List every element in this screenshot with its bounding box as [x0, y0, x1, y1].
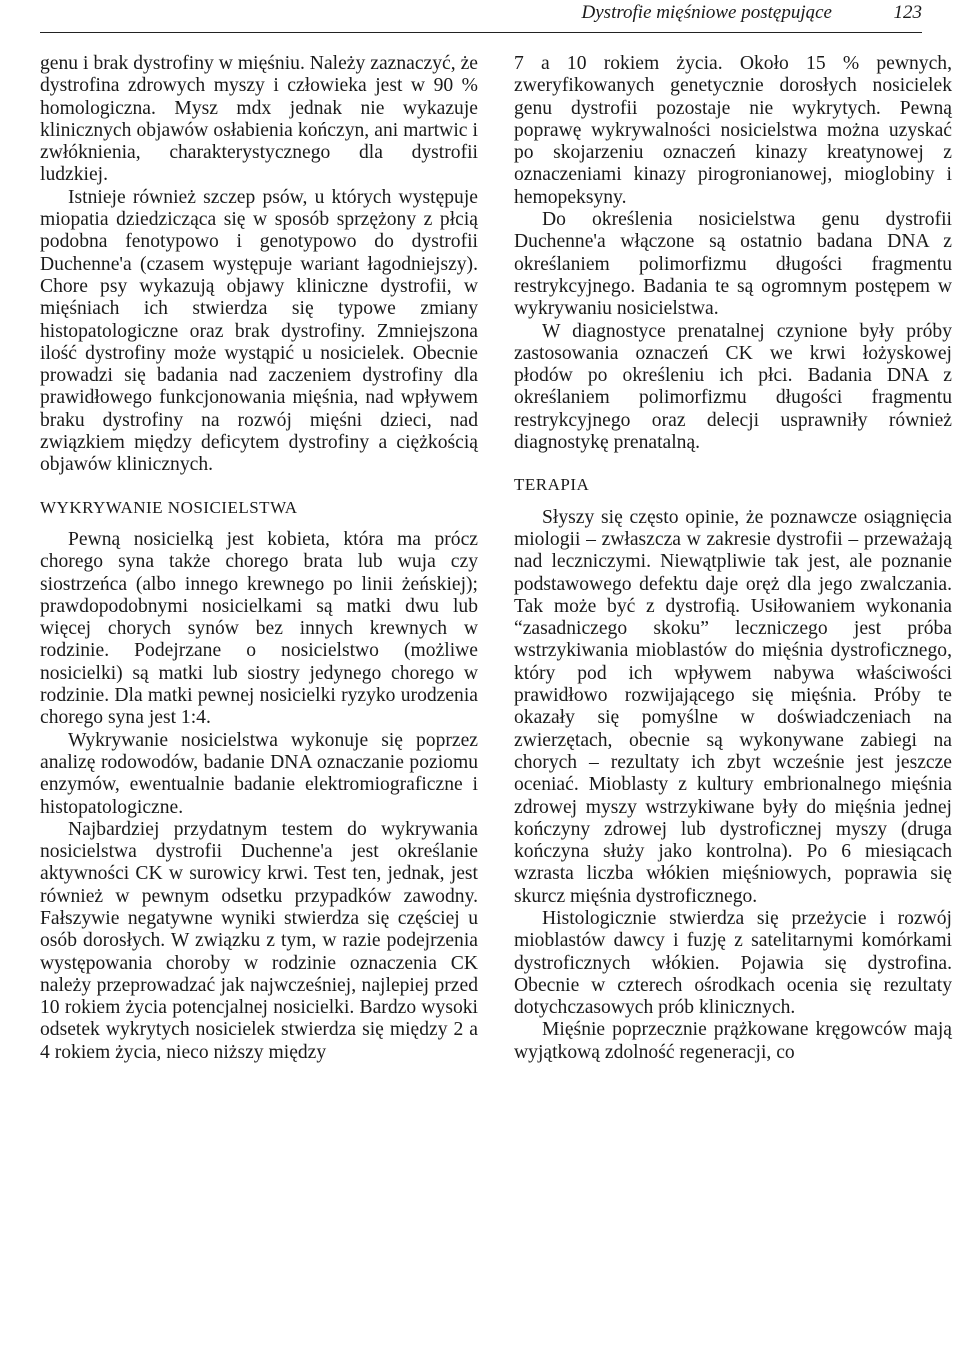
- paragraph: 7 a 10 rokiem życia. Około 15 % pewnych, zweryfikowanych genetycznie dorosłych nosicielek genu dystrofii pozostaje nie wykrytych. Pewną poprawę wykrywalności nosicielstwa można uzyskać po skojarzeniu oznaczeń kinazy kreatynowej z oznaczeniami kinazy pirogronianowej, mioglobiny i hemopeksyny.: [514, 53, 952, 208]
- page-header: [40, 0, 922, 33]
- paragraph: W diagnostyce prenatalnej czynione były próby zastosowania oznaczeń CK we krwi łożyskowej płodów po określeniu ich płci. Badania DNA z określaniem polimorfizmu długości fragmentu restrykcyjnego oraz delecji usprawniły również diagnostykę prenatalną.: [514, 320, 952, 454]
- paragraph: Mięśnie poprzecznie prążkowane kręgowców mają wyjątkową zdolność regeneracji, co: [514, 1019, 952, 1063]
- section-heading: WYKRYWANIE NOSICIELSTWA: [40, 497, 298, 517]
- left-column: [40, 53, 478, 1064]
- paragraph: genu i brak dystrofiny w mięśniu. Należy zaznaczyć, że dystrofina zdrowych myszy i człowieka jest w 90 % homologiczna. Mysz mdx jednak nie wykazuje klinicznych objawów osłabienia kończyn, ani martwic i zwłóknienia, charakterystycznego dla dystrofii ludzkiej.: [40, 53, 478, 186]
- paragraph: Histologicznie stwierdza się przeżycie i rozwój mioblastów dawcy i fuzję z satelitarnymi komórkami dystroficznych włókien. Pojawia się dystrofina. Obecnie w czterech ośrodkach ocenia się rezultaty dotychczasowych prób klinicznych.: [514, 907, 952, 1019]
- running-title: Dystrofie mięśniowe postępujące: [581, 2, 832, 23]
- paragraph: Pewną nosicielką jest kobieta, która ma prócz chorego syna także chorego brata lub wuja czy siostrzeńca (albo innego krewnego po linii żeńskiej); prawdopodobnymi nosicielkami są matki dwu lub więcej chorych synów bez innych krewnych w rodzinie. Podejrzane o nosicielstwo (możliwe nosicielki) są matki lub siostry jedynego chorego w rodzinie. Dla matki pewnej nosicielki ryzyko urodzenia chorego syna jest 1:4.: [40, 528, 478, 729]
- paragraph: Najbardziej przydatnym testem do wykrywania nosicielstwa dystrofii Duchenne'a jest określanie aktywności CK w surowicy krwi. Test ten, jednak, jest również w pewnym odsetku przypadków zawodny. Fałszywie negatywne wyniki stwierdza się częściej u osób dorosłych. W związku z tym, w razie podejrzenia występowania choroby w rodzinie oznaczenia CK należy przeprowadzać jak najwcześniej, najlepiej przed 10 rokiem życia potencjalnej nosicielki. Bardzo wysoki odsetek wykrytych nosicielek stwierdza się między 2 a 4 rokiem życia, nieco niższy między: [40, 818, 478, 1063]
- paragraph: Do określenia nosicielstwa genu dystrofii Duchenne'a włączone są ostatnio badana DNA z określaniem polimorfizmu długości fragmentu restrykcyjnego. Badania te są ogromnym postępem w wykrywaniu nosicielstwa.: [514, 209, 952, 320]
- paragraph: Słyszy się często opinie, że poznawcze osiągnięcia miologii – zwłaszcza w zakresie dystrofii – przeważają nad leczniczymi. Niewątpliwie tak jest, ale poznanie podstawowego defektu daje oręż dla jego zwalczania. Tak może być z dystrofią. Usiłowaniem wykonania “zasadniczego skoku” leczniczego jest próba wstrzykiwania mioblastów do mięśnia dystroficznego, który pod ich wpływem nabywa właściwości prawidłowo rozwijającego się mięśnia. Próby te okazały się pomyślne w doświadczeniach na zwierzętach, obecnie są wykonywane zabiegi na chorych – rezultaty ich zbyt wcześnie jest jeszcze oceniać. Mioblasty z kultury embrionalnego mięśnia zdrowej myszy wstrzykiwane były do mięśnia jednej kończyny zdrowej lub dystroficznej myszy (druga kończyna służy jako kontrolna). Po 6 miesiącach wzrasta liczba włókien mięśniowych, poprawia się skurcz mięśnia dystroficznego.: [514, 506, 952, 907]
- paragraph: Wykrywanie nosicielstwa wykonuje się poprzez analizę rodowodów, badanie DNA oznaczanie poziomu enzymów, ewentualnie badanie elektromiograficzne i histopatologiczne.: [40, 729, 478, 818]
- page-number: 123: [893, 2, 922, 23]
- section-heading: TERAPIA: [514, 475, 590, 495]
- right-column: [514, 53, 952, 1064]
- paragraph: Istnieje również szczep psów, u których występuje miopatia dziedzicząca się w sposób sprzężony z płcią podobna fenotypowo i genotypowo do dystrofii Duchenne'a (czasem występuje wariant łagodniejszy). Chore psy wykazują objawy kliniczne dystrofii, w mięśniach ich stwierdza się typowe zmiany histopatologiczne oraz brak dystrofiny. Zmniejszona ilość dystrofiny może wystąpić u nosicielek. Obecnie prowadzi się badania nad zaczeniem dystrofiny dla prawidłowego funkcjonowania mięśnia, nad wpływem braku dystrofiny na rozwój mięśni dzieci, nad związkiem między deficytem dystrofiny a ciężkością objawów klinicznych.: [40, 186, 478, 476]
